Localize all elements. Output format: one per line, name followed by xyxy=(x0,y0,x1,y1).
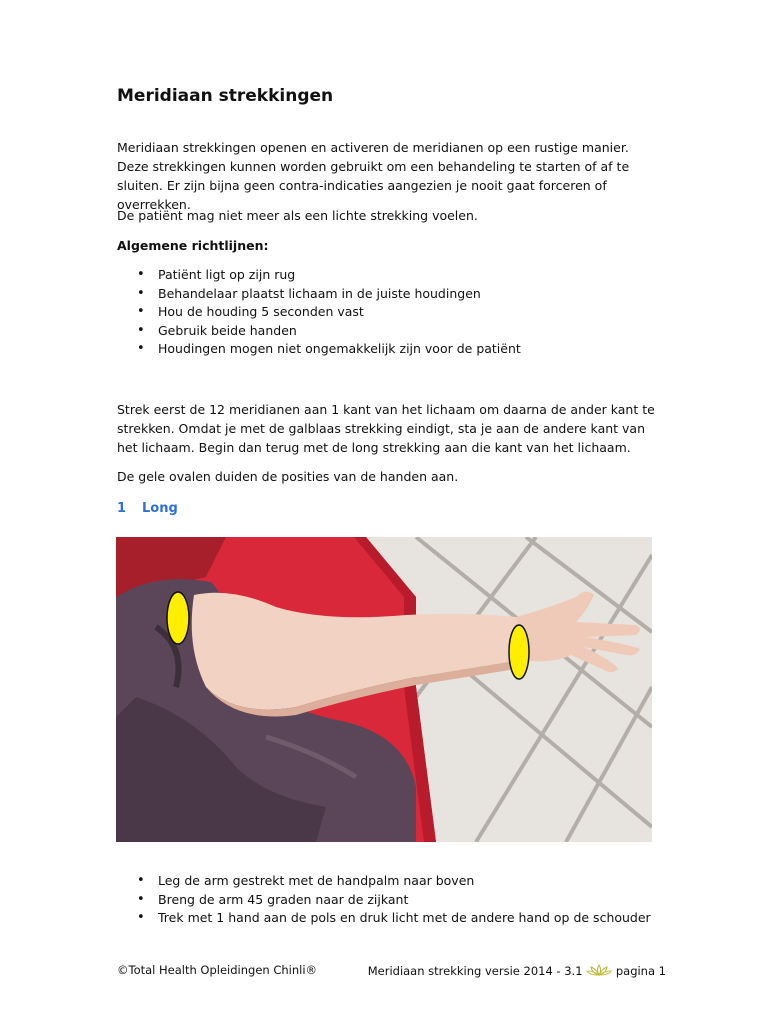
order-paragraph: Strek eerst de 12 meridianen aan 1 kant van het lichaam om daarna de ander kant te strekken. Omdat je met de galblaas strekking eindigt, sta je aan de andere kant van het lichaam. Begin dan terug met de long strekking aan die kant van het lichaam. xyxy=(117,402,655,455)
footer-document-version: Meridiaan strekking versie 2014 - 3.1 xyxy=(367,964,583,978)
wrist-hand-position-oval xyxy=(509,625,529,679)
arm-stretch-photo xyxy=(116,537,652,842)
list-item: • Houdingen mogen niet ongemakkelijk zijn voor de patiënt xyxy=(117,340,657,359)
section-name: Long xyxy=(142,501,178,516)
lotus-icon xyxy=(586,963,612,977)
note-paragraph: De patiënt mag niet meer als een lichte strekking voelen. xyxy=(117,208,478,223)
list-item: • Leg de arm gestrekt met de handpalm naar boven xyxy=(117,872,657,891)
intro-paragraph: Meridiaan strekkingen openen en activeren de meridianen op een rustige manier. Deze strekkingen kunnen worden gebruikt om een behandeling te starten of af te sluiten. Er zijn bijna geen contra-indicaties aangezien je nooit gaat forceren of overrekken. xyxy=(117,140,630,212)
page-title: Meridiaan strekkingen xyxy=(117,86,334,106)
steps-list xyxy=(117,872,657,928)
list-item: • Gebruik beide handen xyxy=(117,322,657,341)
footer-page-number: pagina 1 xyxy=(615,964,666,978)
list-item: • Breng de arm 45 graden naar de zijkant xyxy=(117,891,657,910)
list-item: • Hou de houding 5 seconden vast xyxy=(117,303,657,322)
list-item: • Trek met 1 hand aan de pols en druk licht met de andere hand op de schouder xyxy=(117,909,657,928)
footer-copyright: ©Total Health Opleidingen Chinli® xyxy=(117,963,318,977)
shoulder-hand-position-oval xyxy=(167,592,189,644)
section-number: 1 xyxy=(117,501,127,516)
list-item: • Behandelaar plaatst lichaam in de juiste houdingen xyxy=(117,285,657,304)
section-heading xyxy=(117,501,178,516)
footer-page-info xyxy=(368,963,666,978)
guidelines-heading: Algemene richtlijnen: xyxy=(117,238,269,253)
list-item: • Patiënt ligt op zijn rug xyxy=(117,266,657,285)
guidelines-list xyxy=(117,266,657,359)
ovals-paragraph: De gele ovalen duiden de posities van de handen aan. xyxy=(117,469,459,484)
